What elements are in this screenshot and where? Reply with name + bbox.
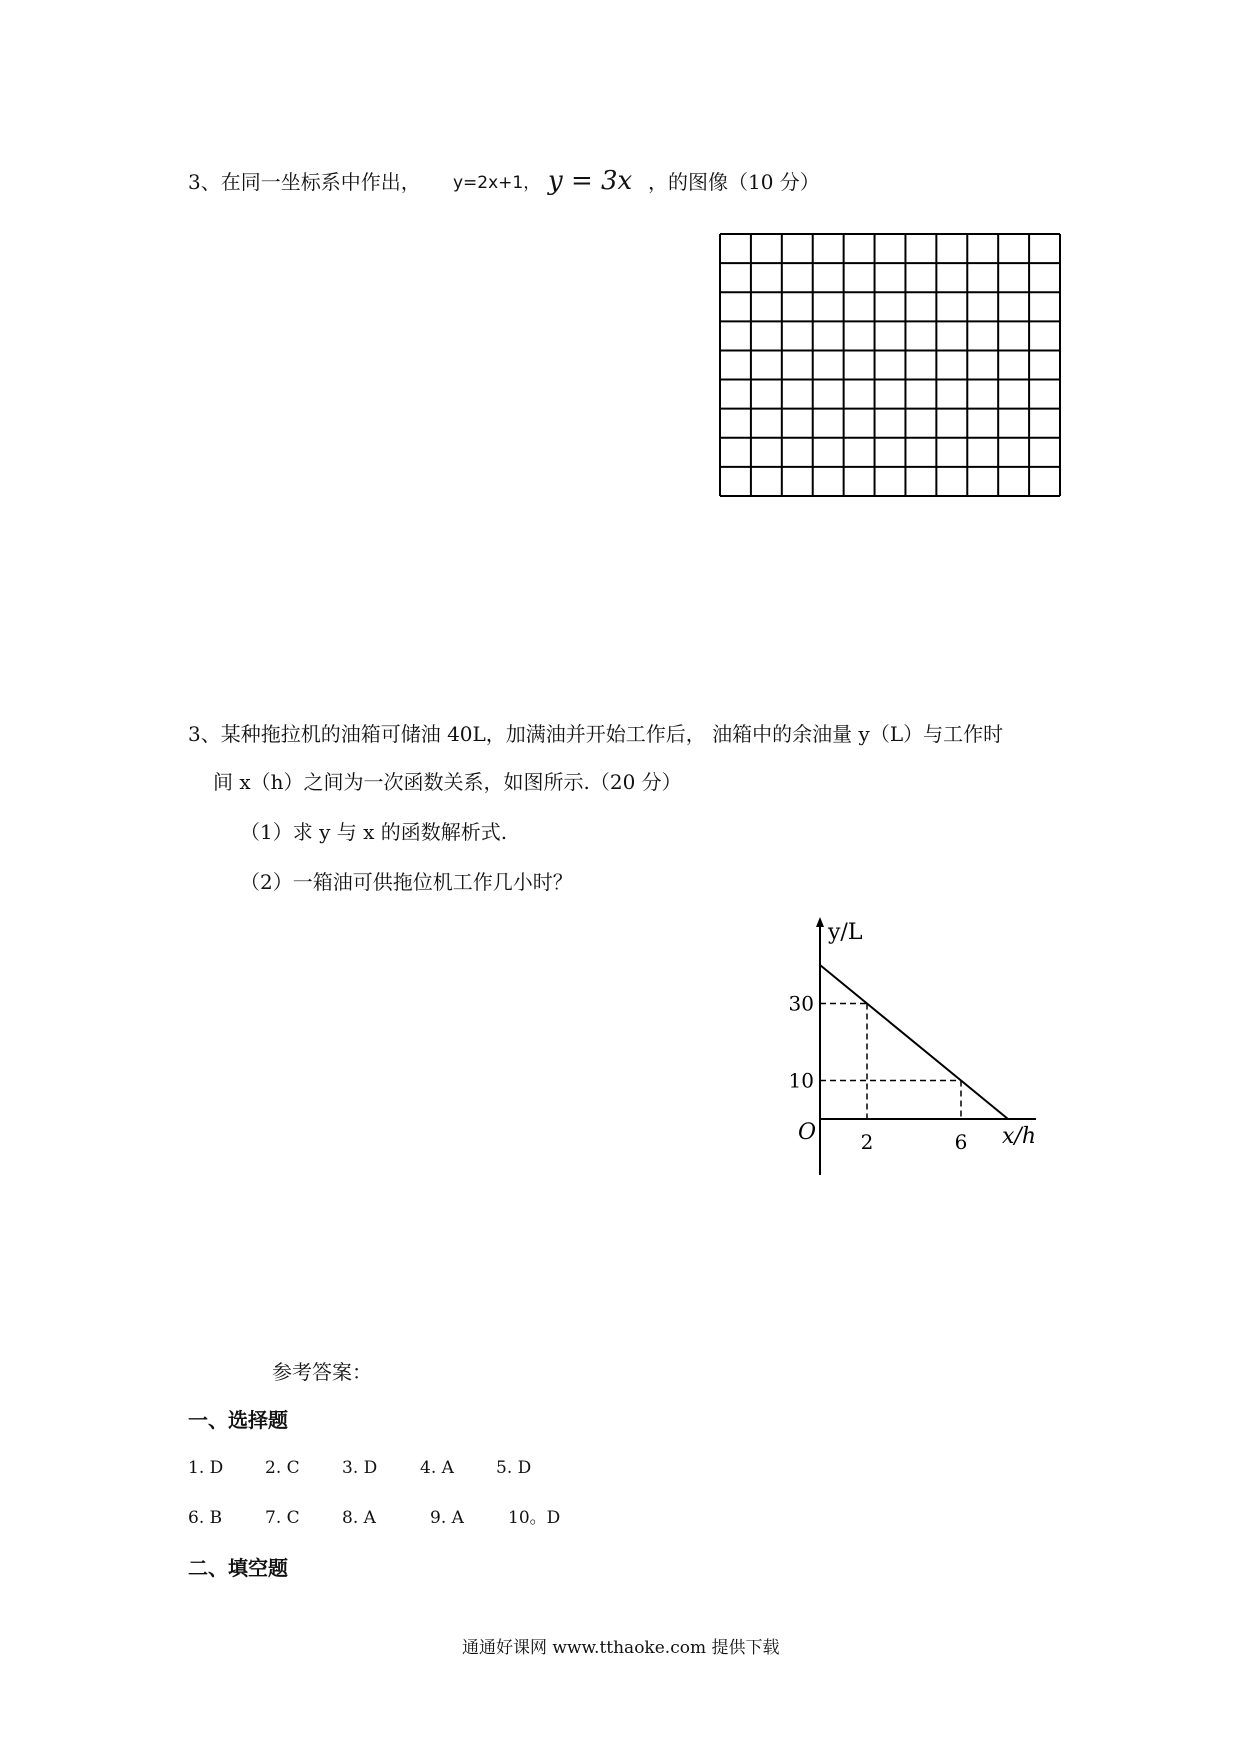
answer-item: 4. A: [420, 1458, 454, 1478]
q3b-sub1: （1）求 y 与 x 的函数解析式.: [240, 820, 508, 844]
x-tick-label: 2: [860, 1130, 874, 1154]
fuel-graph: [780, 915, 1070, 1195]
answer-item: 5. D: [496, 1458, 532, 1478]
origin-label: O: [798, 1120, 817, 1145]
answer-item: 1. D: [188, 1458, 224, 1478]
y-axis-label: y/L: [828, 920, 863, 945]
fuel-point: [1007, 1118, 1009, 1120]
y-axis-arrow: [816, 917, 824, 927]
answers-heading: 参考答案：: [272, 1360, 372, 1384]
fuel-point: [960, 1080, 962, 1082]
fuel-series-line: [820, 965, 1008, 1119]
answer-item: 9. A: [430, 1508, 464, 1528]
y-tick-label: 10: [788, 1068, 814, 1093]
q3a-eq1: y=2x+1，: [453, 173, 541, 193]
blank-grid: [718, 232, 1062, 498]
answer-item: 10。D: [508, 1508, 561, 1528]
q3a-suffix: ，的图像（10 分）: [648, 170, 820, 194]
footer-credit: 通通好课网 www.tthaoke.com 提供下载: [462, 1638, 780, 1658]
answer-item: 2. C: [265, 1458, 300, 1478]
q3b-sub2: （2）一箱油可供拖位机工作几小时？: [240, 870, 573, 894]
q3b-line1: 3、某种拖拉机的油箱可储油 40L，加满油并开始工作后， 油箱中的余油量 y（L）与工作时: [188, 722, 1004, 746]
q3b-line2: 间 x（h）之间为一次函数关系，如图所示.（20 分）: [213, 770, 682, 794]
section-choice-heading: 一、选择题: [188, 1408, 288, 1432]
q3a-eq2: y = 3x: [548, 166, 633, 196]
answer-item: 7. C: [265, 1508, 300, 1528]
y-tick-label: 30: [788, 991, 814, 1016]
answer-item: 6. B: [188, 1508, 223, 1528]
x-axis-label: x/h: [1002, 1124, 1036, 1149]
answer-item: 8. A: [342, 1508, 376, 1528]
fuel-point: [819, 964, 821, 966]
answer-item: 3. D: [342, 1458, 378, 1478]
q3a-prefix: 3、在同一坐标系中作出，: [188, 170, 421, 194]
fuel-point: [866, 1003, 868, 1005]
section-fill-heading: 二、填空题: [188, 1556, 288, 1580]
x-tick-label: 6: [954, 1130, 968, 1154]
